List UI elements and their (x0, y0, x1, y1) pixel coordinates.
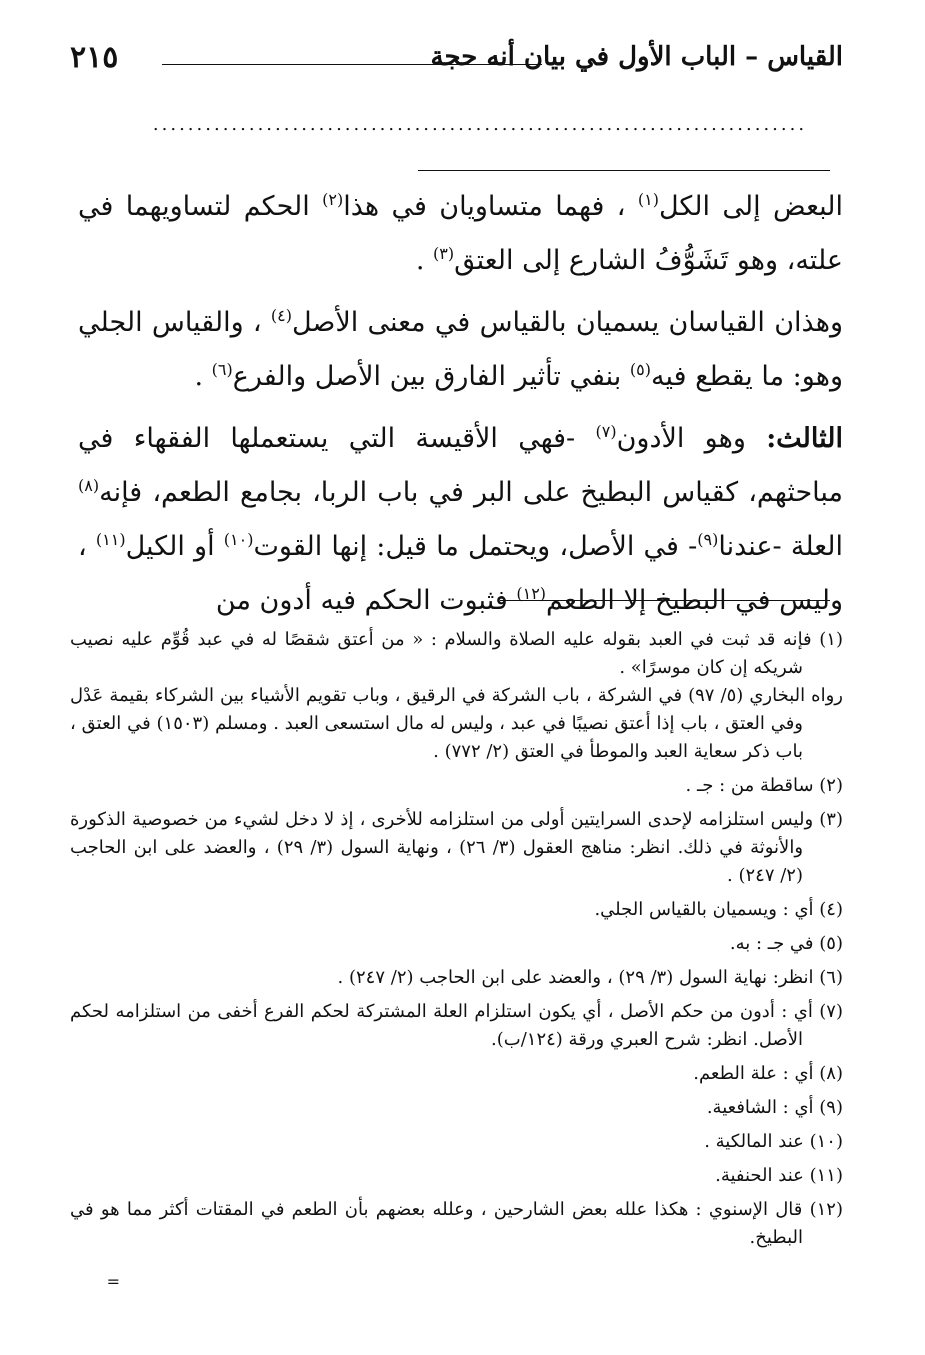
footnote-11: (١١) عند الحنفية. (715, 1165, 843, 1186)
footnote-ref: (٣) (433, 244, 455, 263)
footnote-7: (٧) أي : أدون من حكم الأصل ، أي يكون استلزام العلة المشتركة لحكم الفرع أخفى من استلزامه لحكم الأصل. انظر: شرح العبري ورقة (١٢٤/ب). (70, 1001, 843, 1050)
dotted-separator: ........................................................................... (152, 114, 808, 134)
footnote-6: (٦) انظر: نهاية السول (٣/ ٢٩) ، والعضد على ابن الحاجب (٢/ ٢٤٧) . (337, 967, 843, 988)
footnote-ref: (١١) (95, 530, 126, 549)
page-header (70, 40, 843, 90)
footnote-separator (500, 600, 830, 601)
paragraph-2: وهذان القياسان يسميان بالقياس في معنى الأصل$^{(٤)}$ ، والقياس الجلي وهو: ما يقطع فيه$^{(٥)}$ بنفي تأثير الفارق بين الأصل والفرع$^{(٦)}$ . (78, 306, 843, 392)
footnote-ref: (٢) (322, 190, 344, 209)
footnote-9: (٩) أي : الشافعية. (706, 1097, 843, 1118)
section-lead: الثالث: (766, 423, 844, 454)
continuation-mark: = (106, 1272, 120, 1291)
top-rule (418, 170, 830, 171)
footnote-8: (٨) أي : علة الطعم. (693, 1063, 843, 1084)
footnote-5: (٥) في جـ : به. (729, 933, 843, 954)
paragraph-3: الثالث: وهو الأدون$^{(٧)}$ -فهي الأقيسة التي يستعملها الفقهاء في مباحثهم، كقياس البطيخ على البر في باب الربا، بجامع الطعم، فإنه$^{(٨)}$ العلة -عندنا$^{(٩)}$- في الأصل، ويحتمل ما قيل: إنها القوت$^{(١٠)}$ أو الكيل$^{(١١)}$ ، وليس في البطيخ إلا الطعم$^{(١٢)}$ فثبوت الحكم فيه أدون من (78, 422, 844, 616)
footnotes (70, 626, 843, 1258)
paragraph-1: البعض إلى الكل$^{(١)}$ ، فهما متساويان في هذا$^{(٢)}$ الحكم لتساويهما في علته، وهو تَشَوُّفُ الشارع إلى العتق$^{(٣)}$ . (78, 190, 844, 276)
footnote-ref: (١٢) (516, 584, 547, 603)
footnote-ref: (١٠) (223, 530, 254, 549)
footnote-ref: (٩) (697, 530, 719, 549)
main-text (78, 180, 843, 628)
running-title: القياس – الباب الأول في بيان أنه حجة (430, 42, 843, 72)
footnote-12: (١٢) قال الإسنوي : هكذا علله بعض الشارحين ، وعلله بعضهم بأن الطعم في المقتات أكثر مما هو في البطيخ. (70, 1199, 843, 1248)
footnote-ref: (٦) (211, 360, 233, 379)
page-number: ٢١٥ (70, 40, 119, 75)
footnote-ref: (١) (637, 190, 659, 209)
footnote-ref: (٥) (629, 360, 652, 379)
footnote-ref: (٨) (78, 476, 100, 495)
footnote-3: (٣) وليس استلزامه لإحدى السرايتين أولى من استلزامه للأخرى ، إذ لا دخل لشيء من خصوصية الذكورة والأنوثة في ذلك. انظر: مناهج العقول (٣/ ٢٦) ، ونهاية السول (٣/ ٢٩) ، والعضد على ابن الحاجب (٢/ ٢٤٧) . (70, 809, 843, 886)
footnote-1: (١) فإنه قد ثبت في العبد بقوله عليه الصلاة والسلام : « من أعتق شقصًا له في عبد قُوِّم عليه نصيب شريكه إن كان موسرًا» . رواه البخاري (٥/ ٩٧) في الشركة ، باب الشركة في الرقيق ، وباب تقويم الأشياء بين الشركاء بقيمة عَدْل وفي العتق ، باب إذا أعتق نصيبًا في عبد ، وليس له مال استسعى العبد . ومسلم (١٥٠٣) في العتق ، باب ذكر سعاية العبد والموطأ في العتق (٢/ ٧٧٢) . (70, 629, 843, 762)
footnote-10: (١٠) عند المالكية . (704, 1131, 843, 1152)
footnote-4: (٤) أي : ويسميان بالقياس الجلي. (594, 899, 843, 920)
footnote-2: (٢) ساقطة من : جـ . (685, 775, 843, 796)
footnote-ref: (٤) (270, 306, 292, 325)
footnote-ref: (٧) (595, 422, 617, 441)
